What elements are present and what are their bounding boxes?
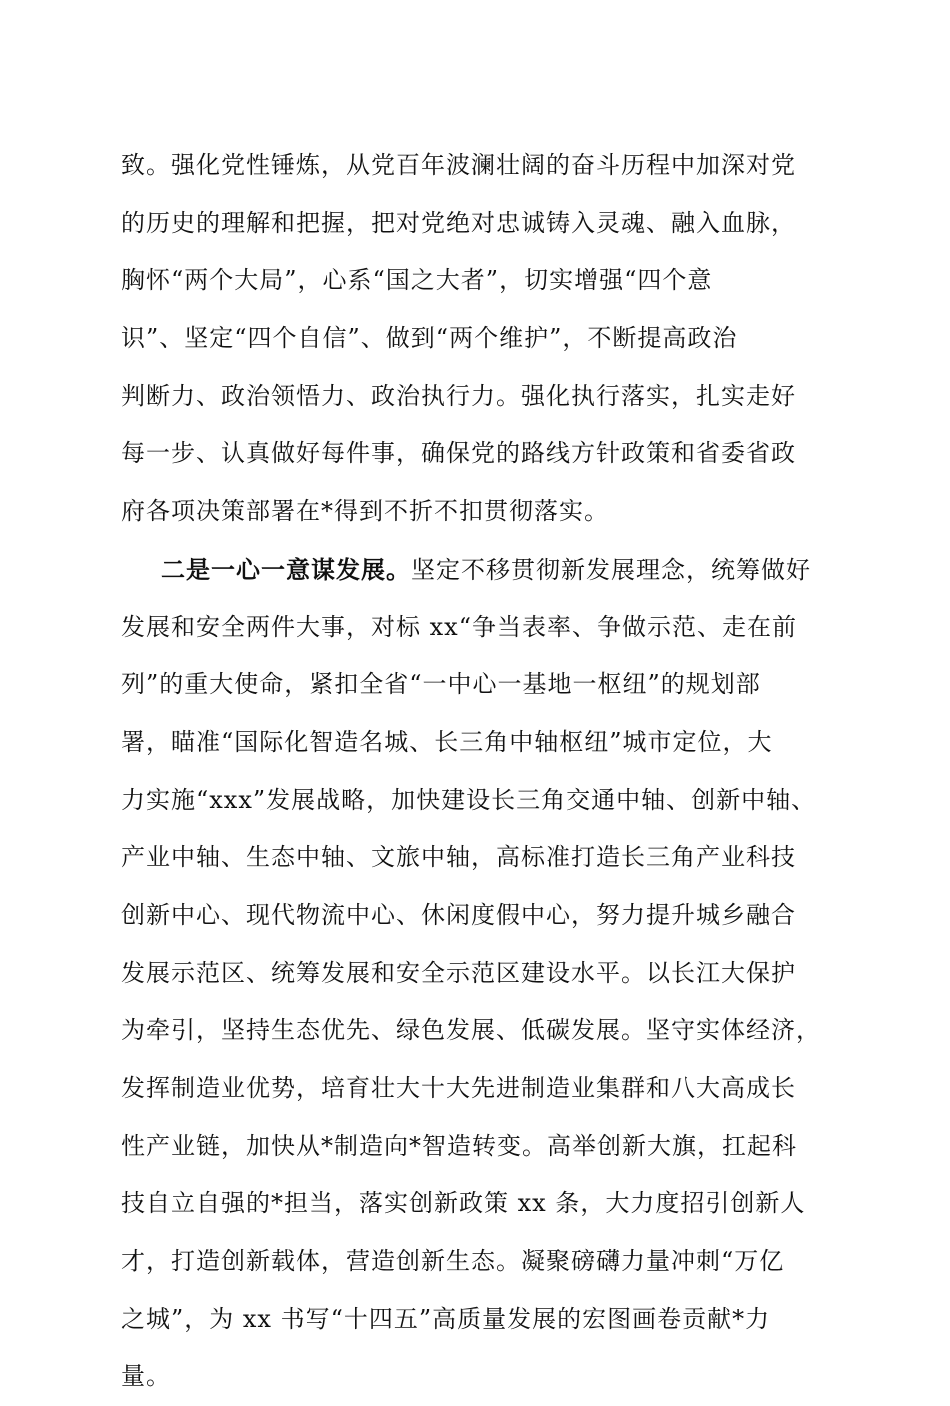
paragraph-2-first-line-text: 坚定不移贯彻新发展理念，统筹做好 bbox=[411, 555, 811, 584]
paragraph-1-line: 的历史的理解和把握，把对党绝对忠诚铸入灵魂、融入血脉， bbox=[121, 208, 796, 237]
paragraph-2-line: 量。 bbox=[121, 1362, 171, 1391]
paragraph-2-line: 发挥制造业优势，培育壮大十大先进制造业集群和八大高成长 bbox=[121, 1074, 796, 1102]
paragraph-2-line: 发展示范区、统筹发展和安全示范区建设水平。以长江大保护 bbox=[121, 958, 796, 987]
paragraph-1-line: 致。强化党性锤炼，从党百年波澜壮阔的奋斗历程中加深对党 bbox=[121, 151, 796, 179]
paragraph-2-line: 为牵引，坚持生态优先、绿色发展、低碳发展。坚守实体经济， bbox=[121, 1016, 821, 1045]
paragraph-1-line: 府各项决策部署在*得到不折不扣贯彻落实。 bbox=[121, 497, 609, 526]
paragraph-2-line: 性产业链，加快从*制造向*智造转变。高举创新大旗，扛起科 bbox=[121, 1131, 797, 1160]
paragraph-2-line: 产业中轴、生态中轴、文旅中轴，高标准打造长三角产业科技 bbox=[121, 843, 796, 872]
paragraph-2-line: 列”的重大使命，紧扣全省“一中心一基地一枢纽”的规划部 bbox=[121, 670, 761, 699]
paragraph-1-line: 每一步、认真做好每件事，确保党的路线方针政策和省委省政 bbox=[121, 439, 796, 468]
paragraph-2-line: 才，打造创新载体，营造创新生态。凝聚磅礴力量冲刺“万亿 bbox=[121, 1247, 785, 1276]
paragraph-2-line: 之城”，为 xx 书写“十四五”高质量发展的宏图画卷贡献*力 bbox=[121, 1304, 771, 1333]
paragraph-2-line: 创新中心、现代物流中心、休闲度假中心，努力提升城乡融合 bbox=[121, 900, 796, 929]
paragraph-1-line: 识”、坚定“四个自信”、做到“两个维护”，不断提高政治 bbox=[121, 324, 738, 353]
paragraph-2-line: 力实施“xxx”发展战略，加快建设长三角交通中轴、创新中轴、 bbox=[121, 785, 817, 814]
paragraph-2-line: 署，瞄准“国际化智造名城、长三角中轴枢纽”城市定位，大 bbox=[121, 727, 773, 756]
paragraph-2-first-line bbox=[121, 541, 841, 599]
document-body bbox=[121, 137, 841, 1406]
paragraph-2-line: 技自立自强的*担当，落实创新政策 xx 条，大力度招引创新人 bbox=[121, 1189, 806, 1218]
paragraph-1-line: 胸怀“两个大局”，心系“国之大者”，切实增强“四个意 bbox=[121, 266, 713, 295]
paragraph-1-line: 判断力、政治领悟力、政治执行力。强化执行落实，扎实走好 bbox=[121, 381, 796, 410]
paragraph-2-line: 发展和安全两件大事，对标 xx“争当表率、争做示范、走在前 bbox=[121, 612, 797, 641]
paragraph-2-heading: 二是一心一意谋发展。 bbox=[161, 554, 411, 584]
